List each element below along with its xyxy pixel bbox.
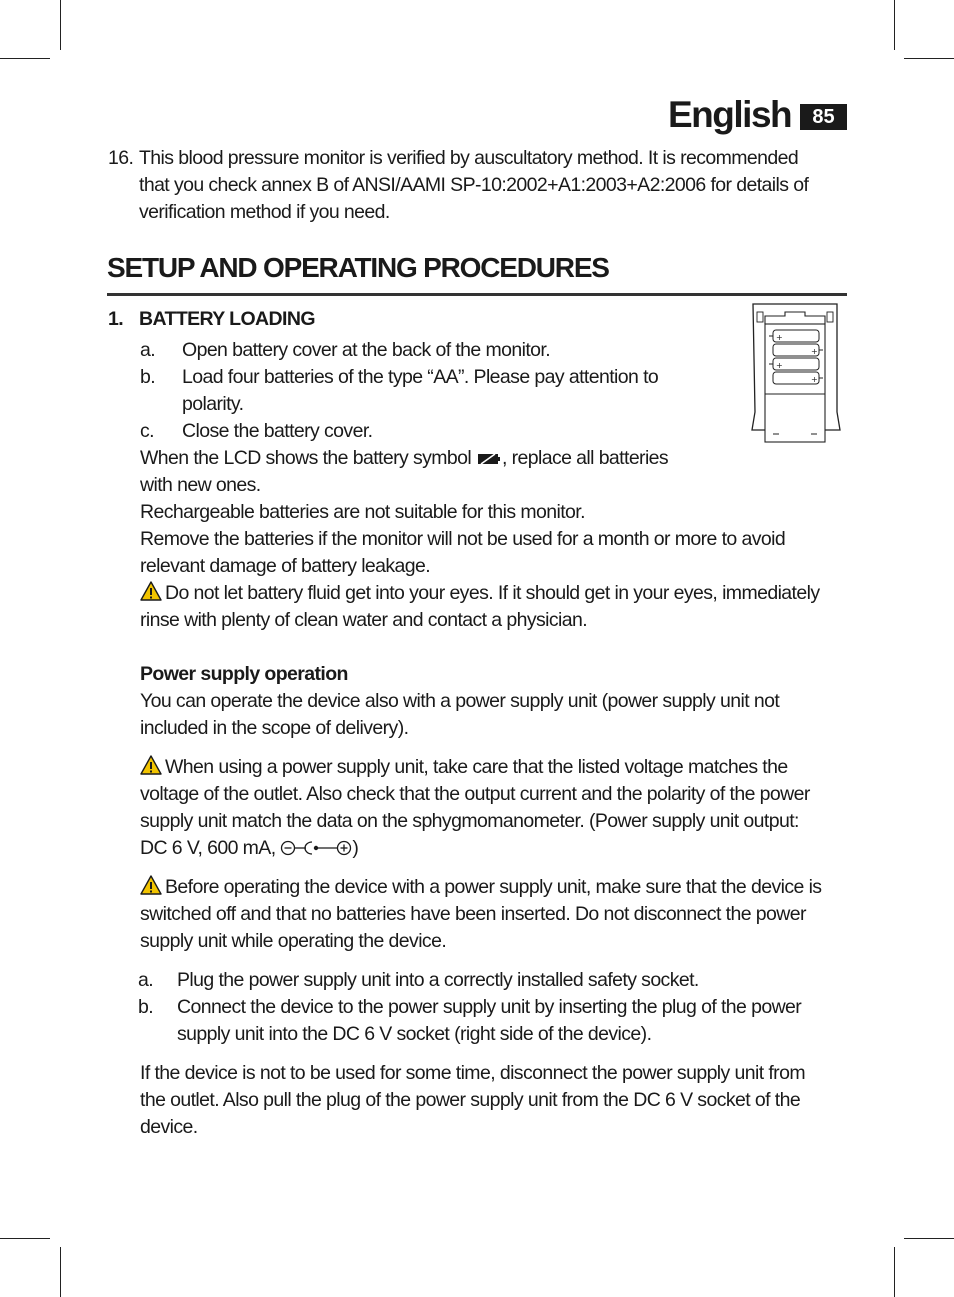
low-battery-icon: [476, 452, 502, 466]
crop-mark: [0, 58, 50, 59]
step-text: Close the battery cover.: [182, 420, 373, 442]
output-spec: ): [352, 837, 359, 859]
warning-text: Do not let battery fluid get into your eyes. If it should get in your eyes, immediately: [165, 582, 820, 604]
svg-text:+: +: [776, 333, 783, 342]
step-text: Connect the device to the power supply unit by inserting the plug of the power: [177, 996, 802, 1018]
step-label: c.: [140, 420, 154, 442]
warning-icon: [140, 581, 162, 601]
crop-mark: [60, 1247, 61, 1297]
paragraph-line: that you check annex B of ANSI/AAMI SP-10:2002+A1:2003+A2:2006 for details of: [139, 174, 809, 196]
paragraph-line: Rechargeable batteries are not suitable for this monitor.: [140, 501, 585, 523]
paragraph-line: verification method if you need.: [139, 201, 390, 223]
crop-mark: [904, 58, 954, 59]
step-label: a.: [138, 969, 154, 991]
battery-compartment-illustration: [749, 302, 841, 446]
crop-mark: [894, 0, 895, 50]
paragraph-line: If the device is not to be used for some time, disconnect the power supply unit from: [140, 1062, 805, 1084]
paragraph-line: the outlet. Also pull the plug of the power supply unit from the DC 6 V socket of the: [140, 1089, 801, 1111]
step-text: Open battery cover at the back of the monitor.: [182, 339, 551, 361]
language-heading: English: [668, 94, 792, 135]
paragraph-line: rinse with plenty of clean water and contact a physician.: [140, 609, 588, 631]
warning-text: When using a power supply unit, take care that the listed voltage matches the: [165, 756, 788, 778]
list-number: 16.: [108, 147, 134, 169]
section-divider: [107, 293, 847, 296]
step-text: supply unit into the DC 6 V socket (right side of the device).: [177, 1023, 652, 1045]
svg-text:+: +: [776, 361, 783, 370]
paragraph-line: switched off and that no batteries have been inserted. Do not disconnect the power: [140, 903, 806, 925]
crop-mark: [894, 1247, 895, 1297]
page-number-badge: 85: [800, 104, 847, 130]
paragraph-line: This blood pressure monitor is verified by auscultatory method. It is recommended: [139, 147, 799, 169]
lcd-text: When the LCD shows the battery symbol: [140, 447, 476, 469]
step-text: polarity.: [182, 393, 244, 415]
step-label: a.: [140, 339, 156, 361]
crop-mark: [0, 1238, 50, 1239]
step-label: b.: [138, 996, 154, 1018]
subsection-title: Power supply operation: [140, 663, 348, 685]
paragraph-line: [140, 445, 668, 472]
section-title: SETUP AND OPERATING PROCEDURES: [107, 252, 609, 283]
warning-text: Before operating the device with a power supply unit, make sure that the device is: [165, 876, 822, 898]
paragraph-line: [140, 580, 820, 607]
lcd-text: , replace all batteries: [501, 447, 669, 469]
paragraph-line: [140, 754, 788, 781]
output-spec: DC 6 V, 600 mA,: [140, 837, 281, 859]
step-text: Load four batteries of the type “AA”. Please pay attention to: [182, 366, 659, 388]
svg-text:+: +: [811, 347, 818, 356]
paragraph-line: relevant damage of battery leakage.: [140, 555, 431, 577]
svg-text:+: +: [811, 375, 818, 384]
paragraph-line: [140, 874, 821, 901]
paragraph-line: with new ones.: [140, 474, 261, 496]
warning-icon: [140, 875, 162, 895]
crop-mark: [60, 0, 61, 50]
paragraph-line: [140, 835, 358, 862]
list-number: 1.: [108, 308, 124, 330]
paragraph-line: You can operate the device also with a power supply unit (power supply unit not: [140, 690, 780, 712]
paragraph-line: voltage of the outlet. Also check that the output current and the polarity of the power: [140, 783, 810, 805]
step-text: Plug the power supply unit into a correctly installed safety socket.: [177, 969, 699, 991]
crop-mark: [904, 1238, 954, 1239]
paragraph-line: device.: [140, 1116, 198, 1138]
paragraph-line: supply unit while operating the device.: [140, 930, 447, 952]
step-label: b.: [140, 366, 156, 388]
paragraph-line: Remove the batteries if the monitor will not be used for a month or more to avoid: [140, 528, 786, 550]
paragraph-line: supply unit match the data on the sphygmomanometer. (Power supply unit output:: [140, 810, 799, 832]
subsection-title: BATTERY LOADING: [139, 308, 315, 330]
warning-icon: [140, 755, 162, 775]
polarity-icon: [280, 838, 352, 858]
paragraph-line: included in the scope of delivery).: [140, 717, 409, 739]
